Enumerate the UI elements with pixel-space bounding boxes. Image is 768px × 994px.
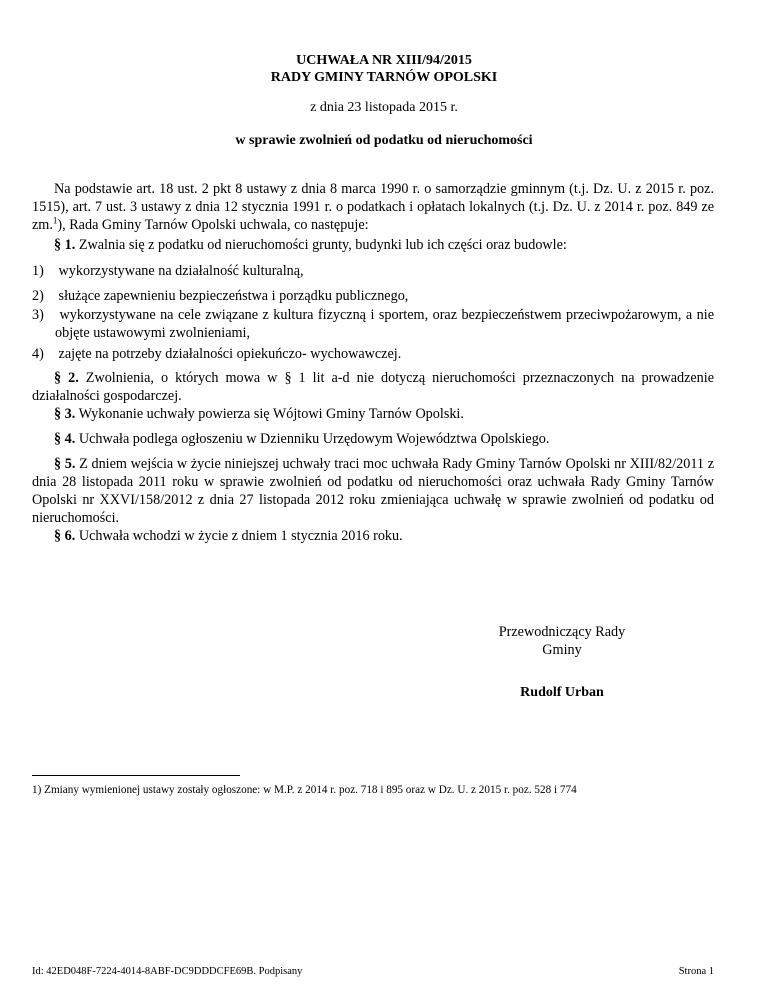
section-2 <box>32 369 714 405</box>
footnote-ref: 1 <box>52 215 58 226</box>
section-6-label: § 6. <box>54 528 76 544</box>
council-name: RADY GMINY TARNÓW OPOLSKI <box>270 70 498 85</box>
list-item <box>32 345 714 363</box>
list-item-text: zajęte na potrzeby działalności opiekuńczo- wychowawczej. <box>58 346 402 362</box>
list-item <box>32 262 714 280</box>
signature-role <box>448 623 676 659</box>
preamble-text-end: ), Rada Gminy Tarnów Opolski uchwala, co następuje: <box>57 217 369 233</box>
section-4-label: § 4. <box>54 431 76 447</box>
section-3-label: § 3. <box>54 406 76 422</box>
list-item-text: wykorzystywane na działalność kulturalną, <box>58 263 304 279</box>
section-5-text: Z dniem wejścia w życie niniejszej uchwały traci moc uchwała Rady Gminy Tarnów Opolski nr XIII/82/2011 z dnia 28 listopada 2011 roku w sprawie zwolnień od podatku od nieruchomości oraz uchwała Rady Gminy Tarnów Opolski nr XXVI/158/2012 z dnia 27 listopada 2012 roku zmieniająca uchwałę w sprawie zwolnień od podatku od nieruchomości. <box>32 456 715 526</box>
list-item-text: wykorzystywane na cele związane z kultura fizyczną i sportem, oraz bezpieczeństwem przeciwpożarowym, a nie objęte ustawowymi zwolnieniami, <box>55 307 715 341</box>
document-id: Id: 42ED048F-7224-4014-8ABF-DC9DDDCFE69B. Podpisany <box>32 966 303 977</box>
resolution-number: UCHWAŁA NR XIII/94/2015 <box>296 53 472 68</box>
list-item <box>32 287 714 305</box>
section-1 <box>32 236 714 254</box>
resolution-title <box>0 52 768 86</box>
footnote-text: Zmiany wymienionej ustawy zostały ogłoszone: w M.P. z 2014 r. poz. 718 i 895 oraz w Dz. U. z 2015 r. poz. 528 i 774 <box>44 784 577 796</box>
preamble-text-start: Na podstawie art. 18 ust. 2 pkt 8 ustawy z dnia 8 marca 1990 r. o samorządzie gminnym (t.j. Dz. U. z 2015 r. poz. 1515), art. 7 ust. 3 ustawy z dnia 12 stycznia 1991 r. o podatkach i opłatach lokalnych (t.j. Dz. U. z 2014 r. poz. 849 ze zm. <box>32 181 714 233</box>
list-item-number: 4) <box>32 346 44 362</box>
section-5 <box>32 455 714 527</box>
signature-name: Rudolf Urban <box>520 685 604 700</box>
list-item-text: służące zapewnieniu bezpieczeństwa i porządku publicznego, <box>58 288 409 304</box>
section-3-text: Wykonanie uchwały powierza się Wójtowi Gminy Tarnów Opolski. <box>78 406 464 422</box>
list-item-number: 3) <box>32 307 44 323</box>
footnote-divider <box>32 775 240 776</box>
section-1-label: § 1. <box>54 237 76 253</box>
section-3 <box>32 405 714 423</box>
resolution-subject: w sprawie zwolnień od podatku od nieruchomości <box>235 133 533 148</box>
section-6 <box>32 527 714 545</box>
list-item-number: 1) <box>32 263 44 279</box>
preamble <box>32 180 714 234</box>
list-item <box>32 306 715 342</box>
section-2-label: § 2. <box>54 370 79 386</box>
section-6-text: Uchwała wchodzi w życie z dniem 1 stycznia 2016 roku. <box>78 528 403 544</box>
resolution-date: z dnia 23 listopada 2015 r. <box>310 100 458 115</box>
section-1-text: Zwalnia się z podatku od nieruchomości grunty, budynki lub ich części oraz budowle: <box>78 237 567 253</box>
section-4 <box>32 430 714 448</box>
signature-role-line2: Gminy <box>542 642 582 658</box>
section-2-text: Zwolnienia, o których mowa w § 1 lit a-d nie dotyczą nieruchomości przeznaczonych na prowadzenie działalności gospodarczej. <box>32 370 715 404</box>
signature-role-line1: Przewodniczący Rady <box>498 624 626 640</box>
list-item-number: 2) <box>32 288 44 304</box>
section-4-text: Uchwała podlega ogłoszeniu w Dzienniku Urzędowym Województwa Opolskiego. <box>78 431 550 447</box>
footnote-marker: 1) <box>32 784 42 796</box>
section-5-label: § 5. <box>54 456 76 472</box>
page-number: Strona 1 <box>678 966 714 977</box>
footnote <box>32 783 577 797</box>
